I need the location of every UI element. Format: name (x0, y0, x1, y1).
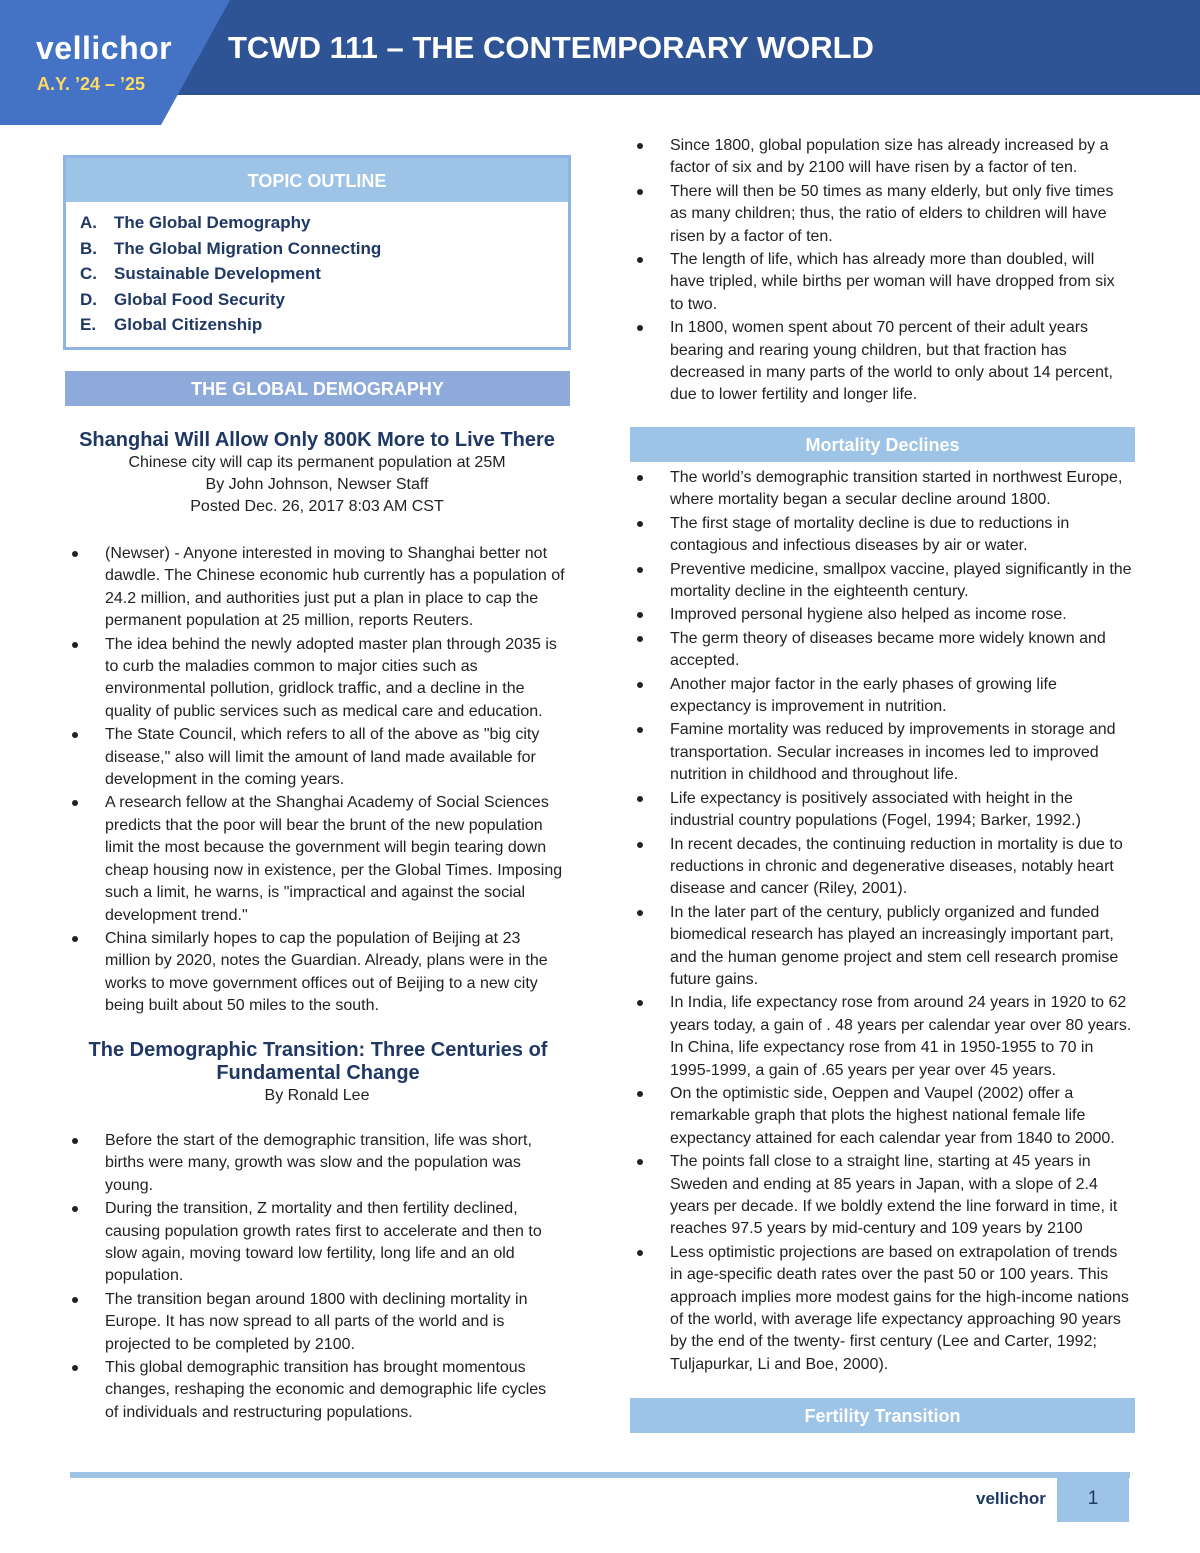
article-title-shanghai: Shanghai Will Allow Only 800K More to Live There (79, 429, 555, 451)
article-posted-date: Posted Dec. 26, 2017 8:03 AM CST (190, 498, 444, 515)
mortality-bullet-list (628, 467, 1133, 1376)
article-meta-shanghai (63, 452, 571, 518)
outline-text: Global Food Security (114, 289, 285, 309)
section-heading-global-demography: THE GLOBAL DEMOGRAPHY (65, 371, 570, 406)
footer-brand: vellichor (976, 1489, 1046, 1508)
article2-bullet-list (63, 1130, 553, 1424)
list-item: The transition began around 1800 with declining mortality in Europe. It has now spread to all parts of the world and is projected to be completed by 2100. (63, 1289, 553, 1356)
outline-letter: C. (80, 264, 97, 283)
list-item: Since 1800, global population size has already increased by a factor of six and by 2100 will have risen by a factor of ten. (628, 135, 1128, 180)
list-item: There will then be 50 times as many elderly, but only five times as many children; thus, the ratio of elders to children will have risen by a factor of ten. (628, 181, 1128, 248)
brand-logo-text: vellichor (36, 30, 173, 66)
article-subtitle: Chinese city will cap its permanent population at 25M (128, 454, 506, 471)
right-top-bullet-list (628, 135, 1128, 407)
list-item: China similarly hopes to cap the population of Beijing at 23 million by 2020, notes the Guardian. Already, plans were in the works to move government offices out of Beijing to a new city being built about 50 miles to the south. (63, 928, 565, 1018)
article-byline-lee: By Ronald Lee (264, 1087, 370, 1104)
outline-item (80, 210, 568, 236)
list-item: (Newser) - Anyone interested in moving to Shanghai better not dawdle. The Chinese economic hub currently has a population of 24.2 million, and authorities just put a plan in place to cap the permanent population at 25 million, reports Reuters. (63, 543, 565, 633)
list-item: Famine mortality was reduced by improvements in storage and transportation. Secular increases in incomes led to improved nutrition in childhood and throughout life. (628, 719, 1133, 786)
list-item: Less optimistic projections are based on extrapolation of trends in age-specific death rates over the past 50 or 100 years. This approach implies more modest gains for the high-income nations of the world, with average life expectancy approaching 90 years by the end of the twenty- first century (Lee and Carter, 1992; Tuljapurkar, Li and Boe, 2000). (628, 1242, 1133, 1376)
outline-text: The Global Migration Connecting (114, 238, 382, 258)
outline-text: The Global Demography (114, 213, 311, 232)
topic-outline-box (63, 155, 571, 350)
article-byline: By John Johnson, Newser Staff (205, 476, 429, 493)
academic-year: A.Y. ’24 – ’25 (37, 74, 146, 94)
section-heading-fertility: Fertility Transition (630, 1398, 1135, 1433)
outline-item (80, 261, 568, 287)
list-item: The points fall close to a straight line, starting at 45 years in Sweden and ending at 85 years in Japan, with a slope of 2.4 years per decade. If we boldly extend the line forward in time, it reaches 97.5 years by mid-century and 109 years by 2100 (628, 1151, 1133, 1241)
outline-item (80, 312, 568, 338)
list-item: This global demographic transition has brought momentous changes, reshaping the economic and demographic life cycles of individuals and restructuring populations. (63, 1357, 553, 1424)
outline-text: Sustainable Development (114, 264, 321, 283)
article1-bullet-list (63, 543, 565, 1018)
outline-letter: A. (80, 213, 97, 232)
list-item: The idea behind the newly adopted master plan through 2035 is to curb the maladies common to major cities such as environmental pollution, gridlock traffic, and a decline in the quality of public services such as medical care and education. (63, 634, 565, 724)
list-item: A research fellow at the Shanghai Academy of Social Sciences predicts that the poor will bear the brunt of the new population limit the most because the government will begin tearing down cheap housing now in existence, per the Global Times. Imposing such a limit, he warns, is "impractical and against the social development trend." (63, 792, 565, 926)
footer-rule (70, 1472, 1130, 1478)
list-item: The State Council, which refers to all of the above as "big city disease," also will limit the amount of land made available for development in the coming years. (63, 724, 565, 791)
list-item: The length of life, which has already more than doubled, will have tripled, while births per woman will have dropped from six to two. (628, 249, 1128, 316)
list-item: Before the start of the demographic transition, life was short, births were many, growth was slow and the population was young. (63, 1130, 553, 1197)
outline-item (80, 236, 568, 262)
article-title-demographic-transition: The Demographic Transition: Three Centuries of Fundamental Change (88, 1039, 548, 1084)
outline-letter: B. (80, 238, 97, 258)
list-item: Life expectancy is positively associated with height in the industrial country populations (Fogel, 1994; Barker, 1992.) (628, 788, 1133, 833)
page-number: 1 (1057, 1476, 1129, 1522)
topic-outline-list (66, 210, 568, 338)
outline-letter: E. (80, 315, 97, 334)
outline-letter: D. (80, 289, 97, 309)
outline-text: Global Citizenship (114, 315, 263, 334)
topic-outline-heading: TOPIC OUTLINE (66, 158, 568, 202)
list-item: Preventive medicine, smallpox vaccine, played significantly in the mortality decline in the eighteenth century. (628, 559, 1133, 604)
list-item: In India, life expectancy rose from around 24 years in 1920 to 62 years today, a gain of . 48 years per calendar year over 80 years. In China, life expectancy rose from 41 in 1950-1955 to 70 in 1995-1999, a gain of .65 years per year over 45 years. (628, 992, 1133, 1082)
list-item: In the later part of the century, publicly organized and funded biomedical research has played an increasingly important part, and the human genome project and stem cell research promise future gains. (628, 902, 1133, 992)
section-heading-mortality: Mortality Declines (630, 427, 1135, 462)
course-title: TCWD 111 – THE CONTEMPORARY WORLD (228, 30, 874, 65)
list-item: Improved personal hygiene also helped as income rose. (628, 604, 1133, 626)
list-item: The first stage of mortality decline is due to reductions in contagious and infectious diseases by air or water. (628, 513, 1133, 558)
list-item: Another major factor in the early phases of growing life expectancy is improvement in nutrition. (628, 674, 1133, 719)
list-item: During the transition, Z mortality and then fertility declined, causing population growth rates first to accelerate and then to slow again, moving toward low fertility, long life and an old population. (63, 1198, 553, 1288)
list-item: On the optimistic side, Oeppen and Vaupel (2002) offer a remarkable graph that plots the highest national female life expectancy attained for each calendar year from 1840 to 2000. (628, 1083, 1133, 1150)
list-item: The world’s demographic transition started in northwest Europe, where mortality began a secular decline around 1800. (628, 467, 1133, 512)
list-item: The germ theory of diseases became more widely known and accepted. (628, 628, 1133, 673)
list-item: In recent decades, the continuing reduction in mortality is due to reductions in chronic and degenerative diseases, notably heart disease and cancer (Riley, 2001). (628, 834, 1133, 901)
list-item: In 1800, women spent about 70 percent of their adult years bearing and rearing young children, but that fraction has decreased in many parts of the world to only about 14 percent, due to lower fertility and longer life. (628, 317, 1128, 407)
outline-item (80, 287, 568, 313)
